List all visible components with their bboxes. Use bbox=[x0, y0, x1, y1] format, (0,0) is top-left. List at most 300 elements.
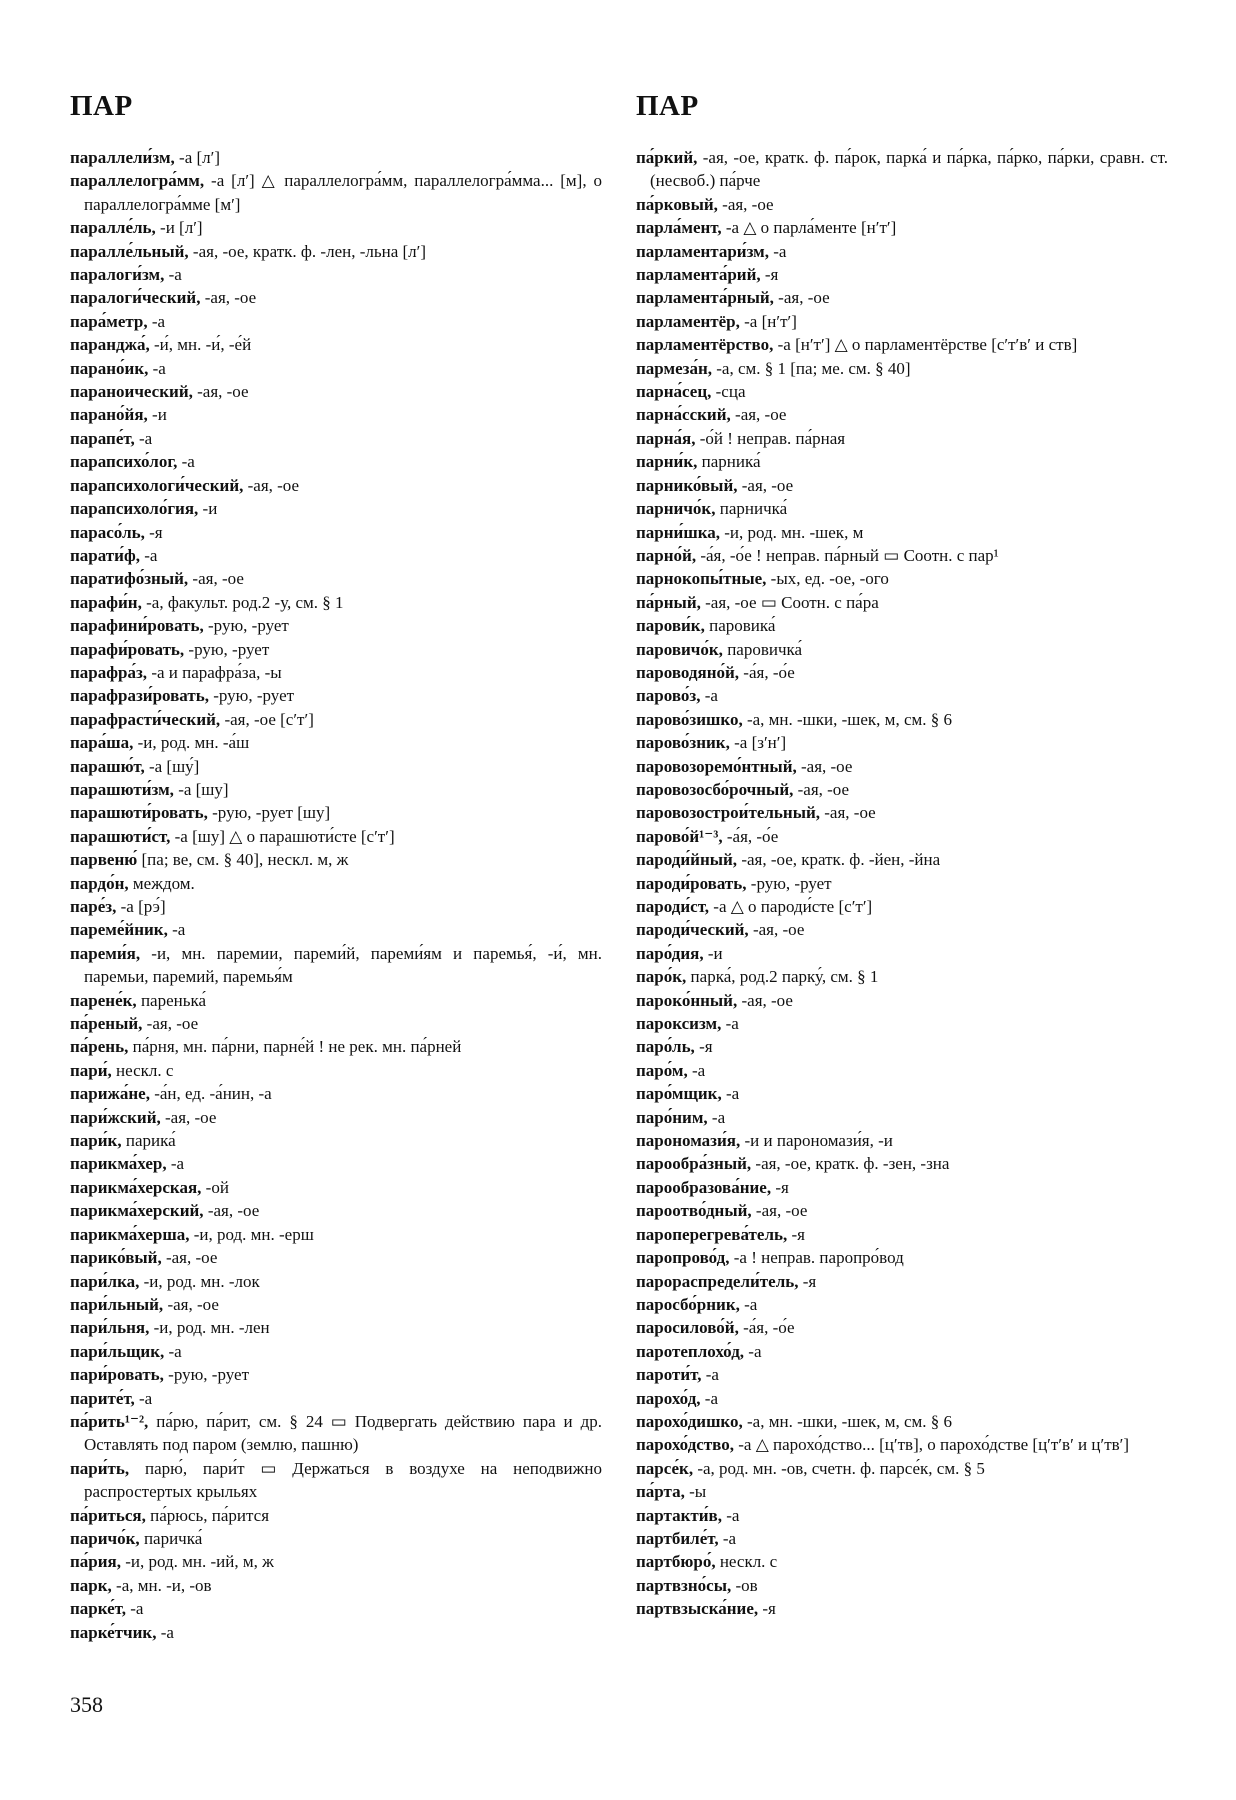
dictionary-entry bbox=[636, 825, 1168, 848]
entry-definition: -а, род. мн. -ов, счетн. ф. парсе́к, см. § 5 bbox=[693, 1458, 985, 1478]
dictionary-entry bbox=[636, 1082, 1168, 1105]
entry-headword: пароди́ст, bbox=[636, 897, 710, 916]
entry-definition: парничка́ bbox=[715, 499, 788, 519]
entry-definition: -и bbox=[147, 405, 167, 425]
dictionary-entry bbox=[636, 1176, 1168, 1199]
entry-headword: парафрази́ровать, bbox=[70, 686, 209, 706]
entry-definition: -ая, -ое bbox=[796, 756, 853, 776]
entry-headword: па́ркий, bbox=[636, 148, 698, 167]
entry-headword: пароотво́дный, bbox=[636, 1201, 752, 1221]
entry-definition: -а́я, -о́е bbox=[738, 1318, 795, 1338]
entry-definition: -а bbox=[718, 1528, 737, 1548]
entry-headword: пароко́нный, bbox=[636, 990, 738, 1010]
entry-headword: парк, bbox=[70, 1575, 112, 1595]
entry-definition: -ая, -ое bbox=[163, 1294, 219, 1314]
entry-headword: парано́йя, bbox=[70, 405, 148, 425]
entry-headword: парке́тчик, bbox=[70, 1622, 157, 1642]
entry-definition: -ая, -ое bbox=[773, 288, 830, 308]
dictionary-entry bbox=[636, 661, 1168, 684]
dictionary-entry bbox=[636, 684, 1168, 707]
dictionary-entry bbox=[70, 1129, 602, 1152]
entry-headword: паралле́льный, bbox=[70, 241, 189, 261]
running-head-right: ПАР bbox=[636, 90, 699, 122]
entry-definition: -а [шу́] bbox=[144, 756, 200, 776]
dictionary-entry bbox=[70, 1527, 602, 1550]
entry-definition: -ой bbox=[201, 1177, 229, 1197]
dictionary-entry bbox=[636, 240, 1168, 263]
dictionary-entry bbox=[70, 1270, 602, 1293]
entry-definition: -ая, -ое bbox=[717, 194, 774, 214]
entry-definition: -я bbox=[771, 1177, 789, 1197]
entry-definition: -а bbox=[156, 1622, 174, 1642]
entry-headword: парите́т, bbox=[70, 1388, 135, 1408]
entry-definition: -ая, -ое, кратк. ф. -лен, -льна [лʹ] bbox=[188, 241, 427, 261]
dictionary-entry bbox=[636, 1199, 1168, 1222]
entry-definition: -а, факульт. род.2 -у, см. § 1 bbox=[141, 592, 344, 612]
entry-headword: паро́мщик, bbox=[636, 1084, 722, 1104]
entry-definition: -а bbox=[134, 428, 153, 448]
entry-definition: -и, род. мн. -а́ш bbox=[133, 733, 250, 753]
entry-headword: парикма́хер, bbox=[70, 1154, 167, 1174]
entry-headword: пара́метр, bbox=[70, 311, 148, 331]
entry-definition: -а [нʹтʹ] bbox=[739, 311, 797, 331]
dictionary-entry bbox=[70, 1106, 602, 1129]
dictionary-entry bbox=[636, 146, 1168, 193]
entry-headword: пари́, bbox=[70, 1060, 112, 1080]
entry-definition: -ая, -ое bbox=[200, 288, 257, 308]
entry-headword: парламента́рий, bbox=[636, 265, 761, 285]
entry-headword: па́рковый, bbox=[636, 194, 718, 214]
entry-definition: -ая, -ое bbox=[748, 920, 805, 940]
entry-definition: -а [рэ́] bbox=[116, 897, 166, 916]
dictionary-entry bbox=[70, 1621, 602, 1644]
dictionary-entry bbox=[636, 895, 1168, 918]
entry-definition: -а, см. § 1 [па; ме. см. § 40] bbox=[712, 358, 911, 378]
entry-headword: парати́ф, bbox=[70, 545, 140, 565]
entry-definition: -ая, -ое bbox=[188, 569, 244, 589]
dictionary-entry bbox=[70, 1059, 602, 1082]
entry-definition: -а bbox=[166, 1154, 185, 1174]
dictionary-entry bbox=[636, 1410, 1168, 1433]
dictionary-entry bbox=[636, 1293, 1168, 1316]
dictionary-entry bbox=[70, 333, 602, 356]
entry-headword: партбюро́, bbox=[636, 1552, 716, 1572]
entry-definition: паренька́ bbox=[136, 990, 207, 1010]
dictionary-entry bbox=[70, 591, 602, 614]
entry-definition: па́рюсь, па́рится bbox=[145, 1505, 270, 1525]
entry-headword: пари́ть, bbox=[70, 1458, 130, 1478]
entry-headword: пари́льный, bbox=[70, 1294, 164, 1314]
entry-definition: па́рю, па́рит, см. § 24 ▭ Подвергать действию пара и др. Оставлять под паром (землю, пашню) bbox=[84, 1411, 602, 1455]
dictionary-entry bbox=[636, 497, 1168, 520]
entry-headword: пароводяно́й, bbox=[636, 662, 740, 682]
entry-headword: парашюти́ст, bbox=[70, 826, 171, 846]
dictionary-entry bbox=[636, 778, 1168, 801]
entry-definition: -а [шу] △ о парашюти́сте [сʹтʹ] bbox=[170, 826, 395, 846]
entry-headword: парна́я, bbox=[636, 428, 696, 448]
dictionary-entry bbox=[636, 1223, 1168, 1246]
entry-definition: -а △ парохо́дство... [цʹтв], о парохо́дстве [цʹтʹвʹ и цʹтвʹ] bbox=[734, 1435, 1130, 1455]
entry-headword: пари́лка, bbox=[70, 1271, 140, 1291]
entry-definition: -рую, -рует bbox=[163, 1365, 249, 1385]
entry-headword: паросилово́й, bbox=[636, 1318, 739, 1338]
entry-headword: парохо́дишко, bbox=[636, 1411, 743, 1431]
entry-definition: -сца bbox=[711, 382, 746, 402]
entry-definition: паричка́ bbox=[139, 1528, 203, 1548]
dictionary-entry bbox=[70, 918, 602, 941]
entry-headword: партвзыска́ние, bbox=[636, 1599, 759, 1619]
entry-definition: -а [лʹ] △ параллелогра́мм, параллелогра́мма... [м], о параллелогра́мме [мʹ] bbox=[84, 171, 602, 214]
dictionary-entry bbox=[636, 918, 1168, 941]
dictionary-entry bbox=[636, 567, 1168, 590]
entry-headword: пароксизм, bbox=[636, 1014, 722, 1034]
entry-definition: -а [шу] bbox=[173, 779, 229, 799]
dictionary-entry bbox=[70, 380, 602, 403]
entry-headword: параноический, bbox=[70, 382, 193, 402]
entry-headword: парно́й, bbox=[636, 545, 697, 565]
dictionary-entry bbox=[70, 1035, 602, 1058]
entry-headword: па́рта, bbox=[636, 1482, 685, 1502]
entry-definition: -рую, -рует bbox=[203, 616, 289, 636]
entry-definition: -рую, -рует [шу] bbox=[207, 803, 331, 823]
entry-headword: парижа́не, bbox=[70, 1084, 150, 1104]
entry-definition: -ая, -ое, кратк. ф. -йен, -йна bbox=[737, 850, 941, 870]
right-column bbox=[636, 146, 1168, 1621]
dictionary-entry bbox=[636, 310, 1168, 333]
dictionary-entry bbox=[70, 708, 602, 731]
dictionary-entry bbox=[636, 357, 1168, 380]
entry-headword: па́рия, bbox=[70, 1552, 121, 1572]
entry-headword: парапсихологи́ческий, bbox=[70, 475, 244, 495]
dictionary-entry bbox=[636, 216, 1168, 239]
dictionary-entry bbox=[636, 614, 1168, 637]
dictionary-entry bbox=[636, 801, 1168, 824]
entry-headword: парапсихо́лог, bbox=[70, 452, 178, 472]
entry-definition: -и, род. мн. -шек, м bbox=[719, 522, 864, 542]
entry-headword: парашюти́зм, bbox=[70, 779, 174, 799]
entry-headword: парла́мент, bbox=[636, 218, 722, 238]
dictionary-entry bbox=[70, 1457, 602, 1504]
entry-definition: -ы bbox=[684, 1482, 707, 1502]
entry-headword: парничо́к, bbox=[636, 499, 716, 519]
dictionary-entry bbox=[70, 1223, 602, 1246]
dictionary-entry bbox=[636, 474, 1168, 497]
dictionary-entry bbox=[70, 216, 602, 239]
entry-headword: паропрово́д, bbox=[636, 1248, 730, 1268]
dictionary-entry bbox=[636, 591, 1168, 614]
entry-definition: нескл. с bbox=[715, 1552, 778, 1572]
dictionary-entry bbox=[70, 661, 602, 684]
dictionary-entry bbox=[636, 1457, 1168, 1480]
entry-definition: -ая, -ое, кратк. ф. па́рок, парка́ и па́рка, па́рко, па́рки, сравн. ст. (несвоб.) па́рче bbox=[650, 148, 1168, 191]
dictionary-entry bbox=[70, 544, 602, 567]
entry-headword: пароти́т, bbox=[636, 1365, 702, 1385]
dictionary-entry bbox=[636, 942, 1168, 965]
entry-headword: паровозоремо́нтный, bbox=[636, 756, 797, 776]
entry-definition: -и, мн. паремии, пареми́й, пареми́ям и паремья́, -и́, мн. паремьи, паремий, паремья́м bbox=[84, 943, 602, 987]
entry-definition: парника́ bbox=[697, 452, 761, 472]
dictionary-entry bbox=[70, 1597, 602, 1620]
dictionary-entry bbox=[636, 638, 1168, 661]
dictionary-entry bbox=[70, 521, 602, 544]
dictionary-entry bbox=[636, 989, 1168, 1012]
entry-headword: парламентари́зм, bbox=[636, 241, 770, 261]
entry-headword: парвеню́ bbox=[70, 850, 138, 870]
entry-definition: -а bbox=[700, 1388, 719, 1408]
entry-definition: -и́, мн. -и́, -е́й bbox=[149, 335, 252, 355]
dictionary-entry bbox=[636, 1246, 1168, 1269]
entry-headword: парафрасти́ческий, bbox=[70, 709, 221, 729]
entry-definition: -ая, -ое bbox=[203, 1201, 260, 1221]
entry-definition: -рую, -рует bbox=[208, 686, 295, 706]
entry-definition: -а bbox=[167, 920, 186, 940]
dictionary-entry bbox=[636, 403, 1168, 426]
dictionary-entry bbox=[70, 474, 602, 497]
entry-headword: паротеплохо́д, bbox=[636, 1341, 745, 1361]
entry-headword: парламентёр, bbox=[636, 311, 740, 331]
entry-definition: -а bbox=[164, 1341, 182, 1361]
entry-definition: -ая, -ое bbox=[730, 405, 787, 425]
entry-headword: пароди́ровать, bbox=[636, 873, 747, 893]
entry-headword: паратифо́зный, bbox=[70, 569, 189, 589]
entry-headword: парообразова́ние, bbox=[636, 1177, 772, 1197]
entry-headword: паровичо́к, bbox=[636, 639, 723, 659]
entry-definition: -и, род. мн. -лен bbox=[149, 1318, 270, 1338]
entry-headword: паро́ль, bbox=[636, 1037, 695, 1057]
entry-definition: парика́ bbox=[121, 1131, 176, 1151]
dictionary-entry bbox=[636, 1340, 1168, 1363]
entry-headword: парораспредели́тель, bbox=[636, 1271, 799, 1291]
entry-definition: -а bbox=[769, 241, 787, 261]
entry-headword: па́рный, bbox=[636, 592, 701, 612]
dictionary-entry bbox=[636, 1270, 1168, 1293]
entry-headword: пари́ровать, bbox=[70, 1365, 164, 1385]
entry-headword: па́рить¹⁻², bbox=[70, 1411, 149, 1431]
dictionary-entry bbox=[70, 872, 602, 895]
dictionary-entry bbox=[70, 240, 602, 263]
dictionary-entry bbox=[636, 848, 1168, 871]
dictionary-entry bbox=[70, 169, 602, 216]
dictionary-entry bbox=[70, 801, 602, 824]
dictionary-entry bbox=[636, 1316, 1168, 1339]
entry-definition: -я bbox=[787, 1224, 805, 1244]
entry-headword: парафра́з, bbox=[70, 662, 148, 682]
entry-headword: пареми́я, bbox=[70, 943, 141, 963]
entry-definition: -ая, -ое bbox=[160, 1107, 217, 1127]
dictionary-entry bbox=[636, 1597, 1168, 1620]
entry-headword: параллелогра́мм, bbox=[70, 171, 205, 191]
entry-headword: па́рень, bbox=[70, 1037, 129, 1057]
entry-headword: парна́сский, bbox=[636, 405, 731, 425]
entry-definition: -и [лʹ] bbox=[155, 218, 203, 238]
dictionary-entry bbox=[70, 1176, 602, 1199]
entry-headword: парикма́херша, bbox=[70, 1224, 190, 1244]
entry-definition: -а bbox=[164, 265, 182, 285]
dictionary-entry bbox=[70, 1316, 602, 1339]
entry-definition: -а bbox=[700, 686, 718, 706]
left-column bbox=[70, 146, 602, 1644]
entry-definition: -ая, -ое bbox=[243, 475, 300, 495]
dictionary-entry bbox=[636, 1550, 1168, 1573]
dictionary-entry bbox=[636, 965, 1168, 988]
entry-headword: парасо́ль, bbox=[70, 522, 145, 542]
dictionary-entry bbox=[70, 357, 602, 380]
entry-headword: парафи́ровать, bbox=[70, 639, 185, 659]
entry-headword: пари́льня, bbox=[70, 1318, 150, 1338]
entry-headword: парово́з, bbox=[636, 686, 701, 706]
entry-definition: -а́я, -о́е bbox=[722, 826, 779, 846]
entry-definition: междом. bbox=[128, 873, 195, 893]
dictionary-entry bbox=[636, 427, 1168, 450]
entry-definition: -а́я, -о́е bbox=[739, 662, 795, 682]
entry-definition: [па; ве, см. § 40], нескл. м, ж bbox=[137, 850, 349, 870]
dictionary-entry bbox=[70, 450, 602, 473]
entry-headword: парни́шка, bbox=[636, 522, 720, 542]
entry-definition: -а bbox=[134, 1388, 153, 1408]
entry-definition: -ая, -ое ▭ Соотн. с па́ра bbox=[700, 592, 879, 612]
entry-definition: -ов bbox=[731, 1575, 758, 1595]
dictionary-entry bbox=[636, 544, 1168, 567]
entry-headword: пароперегрева́тель, bbox=[636, 1224, 788, 1244]
dictionary-entry bbox=[70, 1574, 602, 1597]
entry-definition: -и, род. мн. -ий, м, ж bbox=[121, 1552, 274, 1572]
entry-definition: па́рня, мн. па́рни, парне́й ! не рек. мн. па́рней bbox=[128, 1037, 462, 1057]
dictionary-entry bbox=[636, 1504, 1168, 1527]
entry-headword: парови́к, bbox=[636, 616, 705, 636]
dictionary-entry bbox=[636, 1106, 1168, 1129]
entry-definition: -а bbox=[721, 1084, 740, 1104]
dictionary-entry bbox=[636, 1433, 1168, 1456]
entry-headword: парафини́ровать, bbox=[70, 616, 204, 636]
entry-definition: -а́н, ед. -а́нин, -а bbox=[149, 1084, 272, 1104]
entry-definition: парю́, пари́т ▭ Держаться в воздухе на неподвижно распростертых крыльях bbox=[84, 1458, 602, 1502]
entry-headword: парсе́к, bbox=[636, 1458, 694, 1478]
dictionary-entry bbox=[636, 521, 1168, 544]
dictionary-entry bbox=[70, 403, 602, 426]
dictionary-entry bbox=[70, 1246, 602, 1269]
dictionary-entry bbox=[70, 286, 602, 309]
dictionary-entry bbox=[70, 497, 602, 520]
dictionary-entry bbox=[70, 942, 602, 989]
dictionary-entry bbox=[70, 310, 602, 333]
entry-headword: паре́з, bbox=[70, 897, 117, 916]
entry-headword: парово́зник, bbox=[636, 733, 730, 753]
entry-definition: -я bbox=[144, 522, 163, 542]
entry-definition: -и, род. мн. -лок bbox=[139, 1271, 260, 1291]
entry-headword: пароди́йный, bbox=[636, 850, 738, 870]
entry-headword: парикма́херский, bbox=[70, 1201, 204, 1221]
entry-definition: -ая, -ое bbox=[751, 1201, 808, 1221]
entry-definition: паровика́ bbox=[704, 616, 776, 636]
entry-headword: паровозосбо́рочный, bbox=[636, 779, 794, 799]
entry-definition: -ая, -ое bbox=[737, 990, 793, 1010]
entry-definition: -ая, -ое bbox=[793, 779, 850, 799]
entry-headword: паралоги́ческий, bbox=[70, 288, 201, 308]
entry-headword: партвзно́сы, bbox=[636, 1575, 732, 1595]
entry-definition: -а, мн. -шки, -шек, м, см. § 6 bbox=[742, 1411, 953, 1431]
entry-definition: -а ! неправ. паропро́вод bbox=[729, 1248, 904, 1268]
dictionary-entry bbox=[636, 1574, 1168, 1597]
entry-definition: -а́я, -о́е ! неправ. па́рный ▭ Соотн. с пар¹ bbox=[696, 545, 999, 565]
entry-headword: пароди́ческий, bbox=[636, 920, 749, 940]
dictionary-entry bbox=[636, 286, 1168, 309]
entry-definition: -я bbox=[798, 1271, 817, 1291]
dictionary-entry bbox=[636, 1387, 1168, 1410]
dictionary-entry bbox=[70, 567, 602, 590]
entry-headword: парни́к, bbox=[636, 452, 698, 472]
dictionary-entry bbox=[70, 263, 602, 286]
entry-definition: -ая, -ое, кратк. ф. -зен, -зна bbox=[751, 1154, 950, 1174]
dictionary-entry bbox=[636, 333, 1168, 356]
dictionary-entry bbox=[636, 1035, 1168, 1058]
dictionary-entry bbox=[70, 989, 602, 1012]
entry-definition: -а, мн. -шки, -шек, м, см. § 6 bbox=[742, 709, 952, 729]
entry-definition: -а bbox=[687, 1060, 706, 1080]
entry-headword: парохо́дство, bbox=[636, 1435, 734, 1455]
entry-headword: парашю́т, bbox=[70, 756, 145, 776]
dictionary-entry bbox=[70, 778, 602, 801]
dictionary-entry bbox=[70, 825, 602, 848]
entry-headword: парашюти́ровать, bbox=[70, 803, 208, 823]
entry-definition: -а bbox=[739, 1294, 758, 1314]
entry-headword: паро́к, bbox=[636, 967, 687, 987]
entry-definition: -ая, -ое [сʹтʹ] bbox=[220, 709, 314, 729]
entry-headword: паранджа́, bbox=[70, 335, 150, 355]
entry-definition: -а [зʹнʹ] bbox=[729, 733, 787, 753]
dictionary-entry bbox=[636, 1527, 1168, 1550]
entry-headword: пари́льщик, bbox=[70, 1341, 165, 1361]
entry-headword: парикма́херская, bbox=[70, 1177, 202, 1197]
entry-headword: партакти́в, bbox=[636, 1505, 722, 1525]
dictionary-entry bbox=[70, 1293, 602, 1316]
entry-headword: парнокопы́тные, bbox=[636, 569, 767, 589]
entry-headword: паро́дия, bbox=[636, 943, 704, 963]
entry-definition: -я bbox=[760, 265, 779, 285]
entry-headword: парообра́зный, bbox=[636, 1154, 752, 1174]
entry-definition: -а △ о парла́менте [нʹтʹ] bbox=[721, 218, 897, 238]
entry-definition: -а bbox=[701, 1365, 719, 1385]
entry-headword: парене́к, bbox=[70, 990, 137, 1010]
entry-definition: -а bbox=[707, 1107, 726, 1127]
entry-definition: -ая, -ое bbox=[820, 803, 876, 823]
entry-headword: паросбо́рник, bbox=[636, 1294, 740, 1314]
entry-headword: парово́й¹⁻³, bbox=[636, 826, 723, 846]
entry-headword: пареме́йник, bbox=[70, 920, 168, 940]
entry-headword: партбиле́т, bbox=[636, 1528, 719, 1548]
entry-headword: пари́жский, bbox=[70, 1107, 161, 1127]
entry-definition: -рую, -рует bbox=[746, 873, 832, 893]
dictionary-entry bbox=[636, 731, 1168, 754]
entry-headword: паро́м, bbox=[636, 1060, 688, 1080]
entry-headword: парономази́я, bbox=[636, 1131, 741, 1151]
entry-definition: -рую, -рует bbox=[184, 639, 270, 659]
entry-headword: парна́сец, bbox=[636, 382, 712, 402]
entry-headword: парке́т, bbox=[70, 1599, 126, 1619]
entry-definition: -ая, -ое bbox=[737, 475, 794, 495]
entry-definition: -и bbox=[703, 943, 723, 963]
entry-definition: -а △ о пароди́сте [сʹтʹ] bbox=[709, 897, 873, 916]
entry-definition: -ая, -ое bbox=[161, 1248, 218, 1268]
dictionary-entry bbox=[70, 1012, 602, 1035]
dictionary-entry bbox=[70, 1387, 602, 1410]
dictionary-entry bbox=[70, 1152, 602, 1175]
dictionary-entry bbox=[70, 1082, 602, 1105]
entry-definition: -а bbox=[139, 545, 158, 565]
entry-definition: -и bbox=[198, 499, 218, 519]
page-number: 358 bbox=[70, 1692, 103, 1717]
dictionary-entry bbox=[636, 1129, 1168, 1152]
entry-definition: -а [нʹтʹ] △ о парламентёрстве [сʹтʹвʹ и ств] bbox=[773, 335, 1078, 355]
